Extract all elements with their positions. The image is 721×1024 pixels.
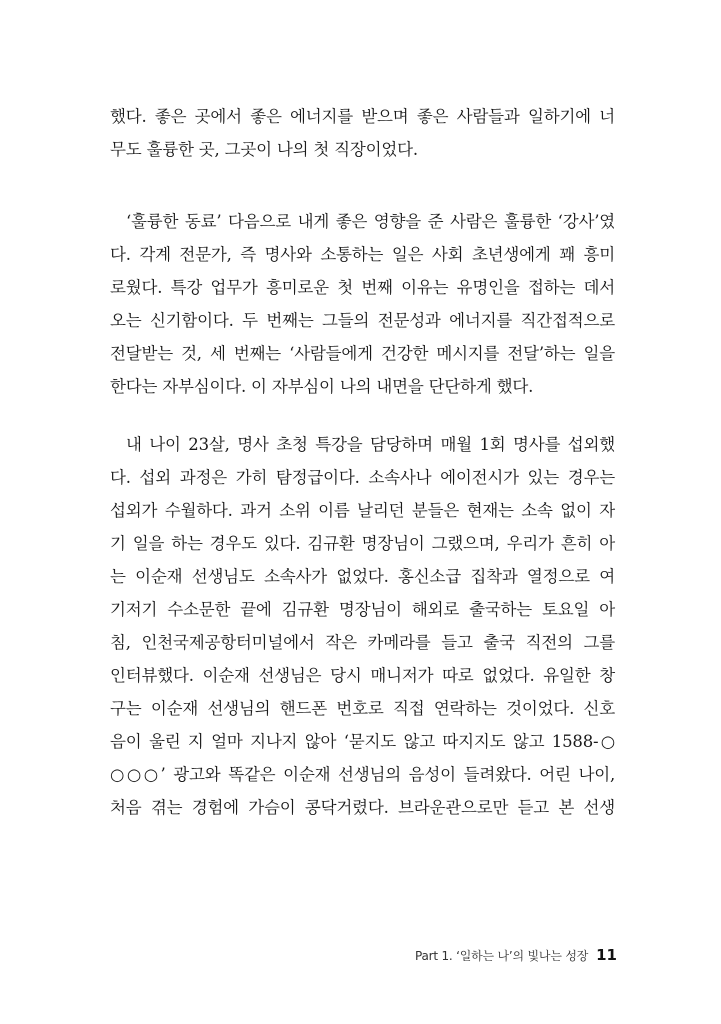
text-line: 침, 인천국제공항터미널에서 작은 카메라를 들고 출국 직전의 그를 — [110, 633, 615, 652]
text-line: 내 나이 23살, 명사 초청 특강을 담당하며 매월 1회 명사를 섭외했 — [126, 435, 615, 454]
text-line: 전달받는 것, 세 번째는 ‘사람들에게 건강한 메시지를 전달’하는 일을 — [110, 344, 615, 363]
text-line: 다. 각계 전문가, 즉 명사와 소통하는 일은 사회 초년생에게 꽤 흥미 — [110, 245, 615, 264]
text-line: 음이 울린 지 얼마 지나지 않아 ‘묻지도 않고 따지지도 않고 1588-○ — [110, 732, 615, 751]
text-line: 섭외가 수월하다. 과거 소위 이름 날리던 분들은 현재는 소속 없이 자 — [110, 501, 615, 520]
text-line: ‘훌륭한 동료’ 다음으로 내게 좋은 영향을 준 사람은 훌륭한 ‘강사’였 — [126, 212, 615, 231]
paragraph-2 — [110, 205, 615, 403]
text-line: 한다는 자부심이다. 이 자부심이 나의 내면을 단단하게 했다. — [110, 377, 534, 396]
text-line: 무도 훌륭한 곳, 그곳이 나의 첫 직장이었다. — [110, 140, 418, 159]
text-line: 인터뷰했다. 이순재 선생님은 당시 매니저가 따로 없었다. 유일한 창 — [110, 666, 615, 685]
page-number: 11 — [596, 946, 617, 964]
text-line: 구는 이순재 선생님의 핸드폰 번호로 직접 연락하는 것이었다. 신호 — [110, 699, 615, 718]
text-line: ○○○’ 광고와 똑같은 이순재 선생님의 음성이 들려왔다. 어린 나이, — [110, 765, 615, 784]
text-line: 는 이순재 선생님도 소속사가 없었다. 홍신소급 집착과 열정으로 여 — [110, 567, 615, 586]
text-line: 기저기 수소문한 끝에 김규환 명장님이 해외로 출국하는 토요일 아 — [110, 600, 615, 619]
paragraph-1 — [110, 100, 615, 166]
text-line: 기 일을 하는 경우도 있다. 김규환 명장님이 그랬으며, 우리가 흔히 아 — [110, 534, 615, 553]
page-footer — [415, 943, 617, 967]
text-line: 처음 겪는 경험에 가슴이 콩닥거렸다. 브라운관으로만 듣고 본 선생 — [110, 798, 615, 817]
text-line: 오는 신기함이다. 두 번째는 그들의 전문성과 에너지를 직간접적으로 — [110, 311, 615, 330]
running-title: Part 1. ‘일하는 나’의 빛나는 성장 — [414, 949, 589, 963]
text-line: 다. 섭외 과정은 가히 탐정급이다. 소속사나 에이전시가 있는 경우는 — [110, 468, 615, 487]
paragraph-3 — [110, 428, 615, 824]
text-line: 로웠다. 특강 업무가 흥미로운 첫 번째 이유는 유명인을 접하는 데서 — [110, 278, 615, 297]
text-line: 했다. 좋은 곳에서 좋은 에너지를 받으며 좋은 사람들과 일하기에 너 — [110, 107, 615, 126]
